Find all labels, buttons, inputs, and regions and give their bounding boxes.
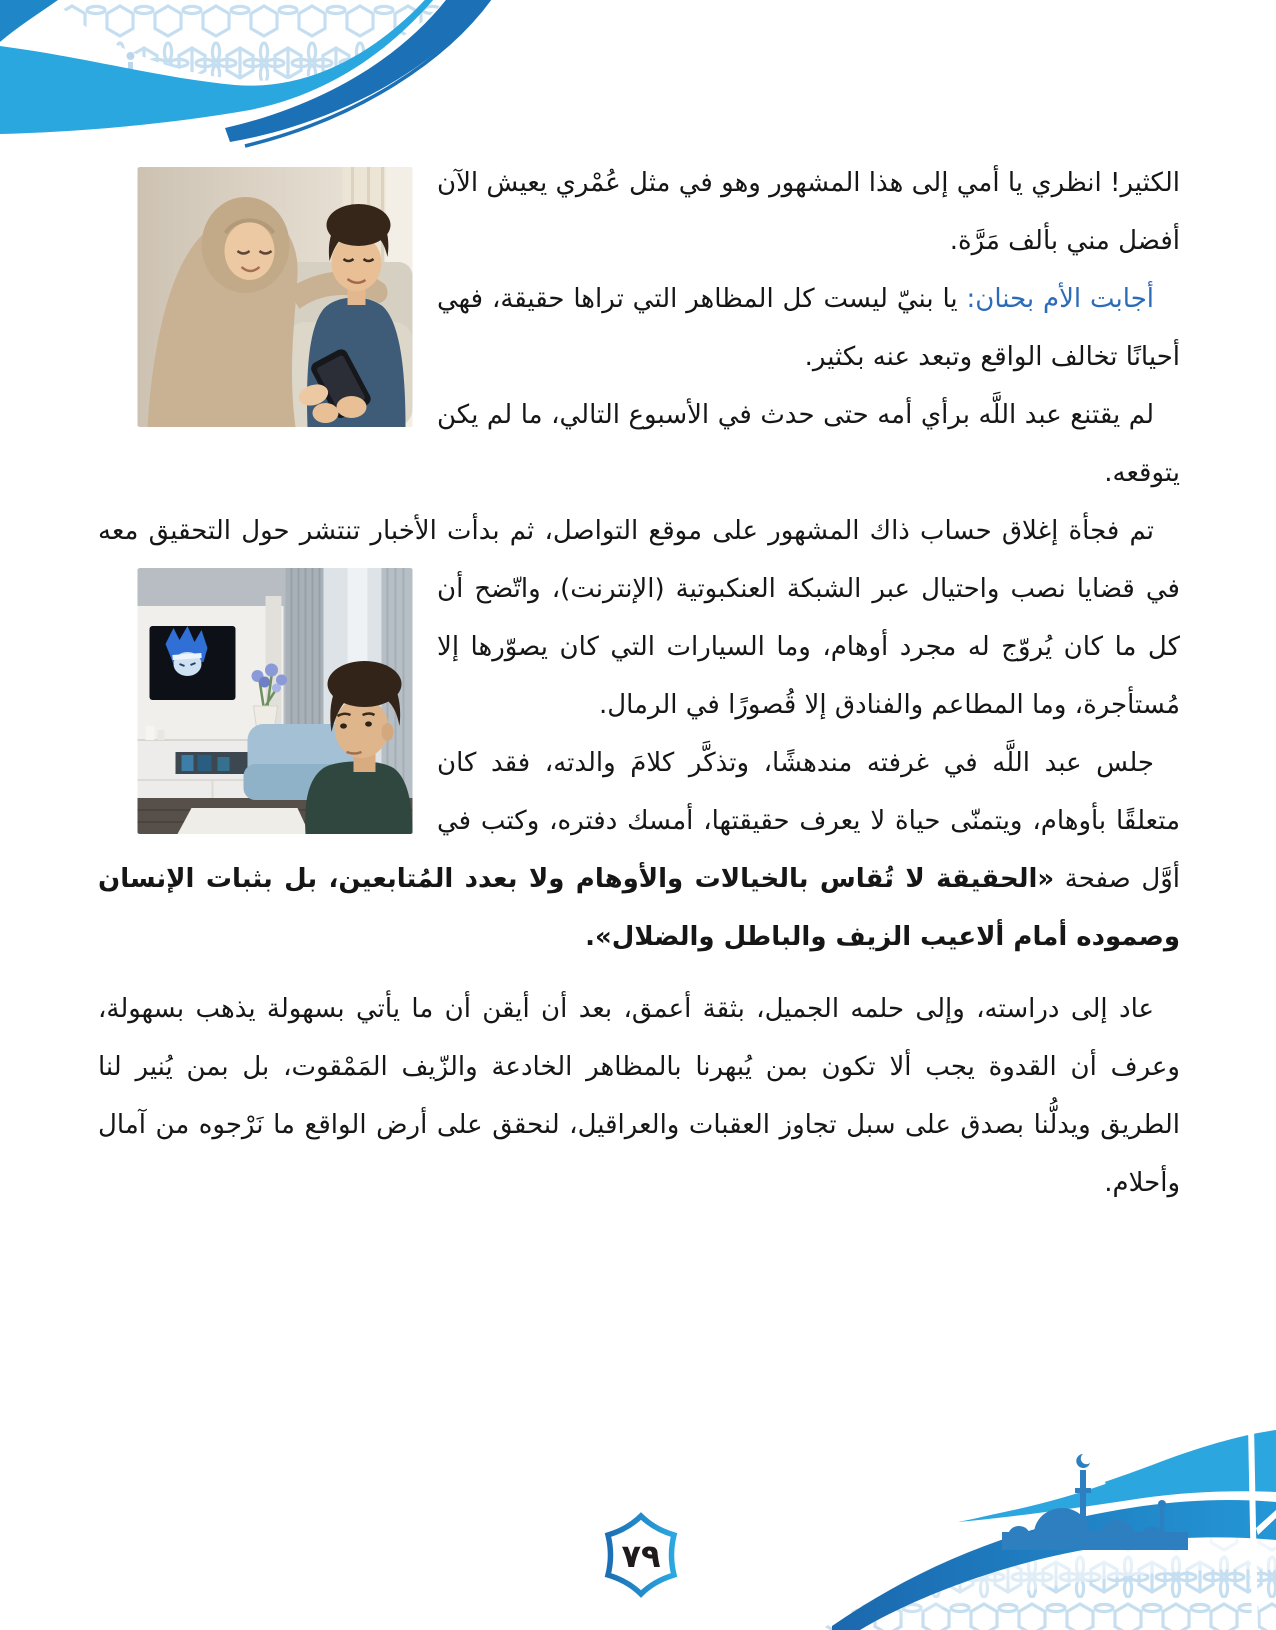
paragraph-2-text: يا بنيّ ليست كل المظاهر التي تراها حقيقة، فهي أحيانًا تخالف الواقع وتبعد عنه بكثير.	[437, 284, 1180, 372]
fold-gap	[1248, 1430, 1258, 1630]
islamic-pattern-bottom	[820, 1515, 1276, 1630]
paragraph-6	[98, 980, 1180, 1212]
mosque-silhouette-icon	[1002, 1454, 1188, 1550]
paragraph-1-text: الكثير! انظري يا أمي إلى هذا المشهور وهو في مثل عُمْري يعيش الآن أفضل مني بألف مَرَّة.	[437, 168, 1180, 256]
header-corner-piece	[0, 0, 58, 42]
header-dark-arc	[225, 0, 495, 142]
pattern-fade	[820, 1515, 1276, 1630]
story-text	[98, 154, 1180, 1212]
fold-chevron	[1256, 1510, 1276, 1535]
photo-mother-and-son-with-phone	[137, 167, 413, 427]
page-number-badge	[602, 1512, 680, 1598]
paragraph-4-text-a: تم فجأة إغلاق حساب ذاك المشهور على موقع التواصل، ثم بدأت الأخبار تنتشر حول	[241, 516, 1155, 546]
paragraph-4	[98, 502, 1180, 734]
footer-dark-band	[832, 1500, 1276, 1630]
paragraph-6-text: عاد إلى دراسته، وإلى حلمه الجميل، بثقة أعمق، بعد أن أيقن أن ما يأتي بسهولة يذهب بسهولة، وعرف أن القدوة يجب ألا تكون بمن يُبهرنا بالمظاهر الخادعة والزّيف المَمْقوت، بل بمن يُنير لنا الطريق ويدلُّنا بصدق على سبل تجاوز العقبات والعراقيل، لنحقق على أرض الواقع ما نَرْجوه من آمال وأحلام.	[98, 994, 1180, 1198]
header-decoration	[0, 0, 1276, 150]
photo-boy-living-room-tv	[137, 568, 413, 834]
footer-cyan-band	[958, 1430, 1276, 1522]
islamic-pattern-top	[54, 0, 446, 81]
header-thin-arc	[245, 0, 492, 146]
footer-white-sliver	[962, 1482, 1105, 1518]
header-cyan-band	[0, 0, 440, 134]
page-number: ٧٩	[621, 1537, 661, 1575]
paragraph-4-text-b: التحقيق معه في قضايا نصب واحتيال عبر الشبكة العنكبوتية (الإنترنت)، واتّضح أن كل ما كان يُروّج له مجرد أوهام، وما السيارات التي كان يصوّرها إلا مُستأجرة، وما المطاعم والفنادق إلا قُصورًا في الرمال.	[98, 516, 1180, 720]
mosque-silhouette-icon	[100, 52, 240, 106]
paragraph-3-text: لم يقتنع عبد اللَّه برأي أمه حتى حدث في الأسبوع التالي، ما لم يكن يتوقعه.	[437, 400, 1180, 488]
paragraph-5-text: جلس عبد اللَّه في غرفته مندهشًا، وتذكَّر كلامَ والدته، فقد كان متعلقًا بأوهام، ويتمنّى حياة لا يعرف حقيقتها، أمسك دفتره، وكتب في أوَّل صفحة	[437, 748, 1181, 894]
dialogue-lead: أجابت الأم بحنان:	[966, 284, 1154, 314]
notebook-quote: «الحقيقة لا تُقاس بالخيالات والأوهام ولا بعدد المُتابعين، بل بثبات الإنسان وصموده أمام ألاعيب الزيف والباطل والضلال».	[98, 864, 1180, 952]
